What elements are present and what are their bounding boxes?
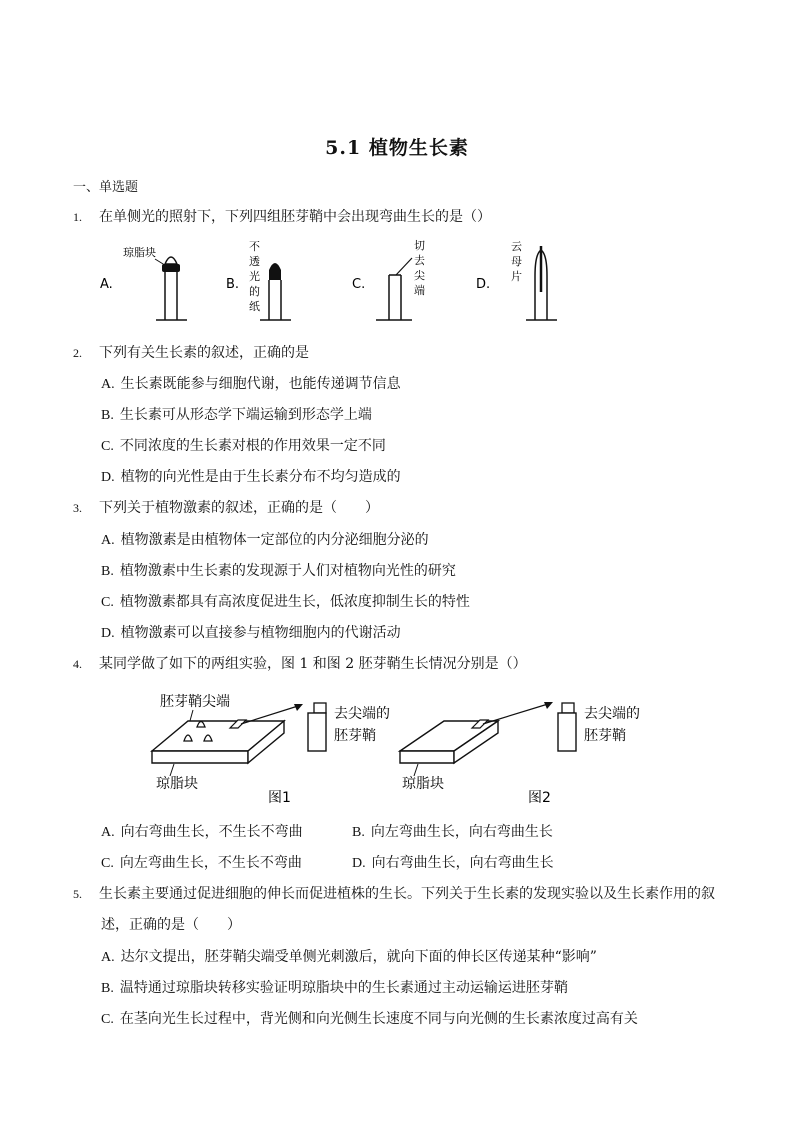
q5-option-a[interactable]: A. 达尔文提出，胚芽鞘尖端受单侧光刺激后，就向下面的伸长区传递某种“影响” xyxy=(101,949,597,965)
question-stem: 下列关于植物激素的叙述，正确的是（ ） xyxy=(99,500,379,516)
q3-option-d[interactable]: D. 植物激素可以直接参与植物细胞内的代谢活动 xyxy=(101,625,401,641)
opaque-paper-label-2: 透 xyxy=(249,255,260,268)
q4-option-a[interactable]: A. 向右弯曲生长，不生长不弯曲 xyxy=(101,824,303,840)
arrow xyxy=(483,704,548,724)
question-stem: 下列有关生长素的叙述，正确的是 xyxy=(99,345,309,361)
agar-on-coleoptile xyxy=(314,703,326,713)
q2-option-b[interactable]: B. 生长素可从形态学下端运输到形态学上端 xyxy=(101,407,372,423)
question-3 xyxy=(73,497,379,517)
agar-block-2-front xyxy=(400,751,454,763)
question-stem-line-2: 述，正确的是（ ） xyxy=(101,917,241,933)
opaque-paper-label-4: 的 xyxy=(249,285,260,298)
option-c-label: C. xyxy=(352,277,366,292)
mica-label-1: 云 xyxy=(511,240,522,253)
option-a-label: A. xyxy=(100,277,113,292)
q4-option-c[interactable]: C. 向左弯曲生长，不生长不弯曲 xyxy=(101,855,302,871)
coleoptile-tip xyxy=(165,257,177,264)
question-1-figure xyxy=(100,236,580,328)
question-stem-line-1: 生长素主要通过促进细胞的伸长而促进植株的生长。下列关于生长素的发现实验以及生长素作用的叙 xyxy=(99,886,715,902)
question-5 xyxy=(73,883,715,903)
question-2 xyxy=(73,342,309,362)
agar-label-1: 琼脂块 xyxy=(156,776,198,792)
agar-on-coleoptile xyxy=(562,703,574,713)
decapitated-label-1b: 胚芽鞘 xyxy=(334,728,376,744)
question-stem: 某同学做了如下的两组实验，图 1 和图 2 胚芽鞘生长情况分别是（） xyxy=(99,656,527,672)
q4-option-b[interactable]: B. 向左弯曲生长，向右弯曲生长 xyxy=(352,824,553,840)
decapitated-coleoptile xyxy=(558,713,576,751)
cut-tip-label-3: 尖 xyxy=(414,269,425,282)
question-number: 2. xyxy=(73,346,82,360)
decapitated-label-2b: 胚芽鞘 xyxy=(584,728,626,744)
tip-label: 胚芽鞘尖端 xyxy=(160,694,230,710)
q3-option-c[interactable]: C. 植物激素都具有高浓度促进生长，低浓度抑制生长的特性 xyxy=(101,594,470,610)
question-number: 4. xyxy=(73,657,82,671)
option-d-label: D. xyxy=(476,277,491,292)
q2-option-c[interactable]: C. 不同浓度的生长素对根的作用效果一定不同 xyxy=(101,438,386,454)
agar-experiment-diagram xyxy=(148,688,668,810)
q5-option-c[interactable]: C. 在茎向光生长过程中，背光侧和向光侧生长速度不同与向光侧的生长素浓度过高有关 xyxy=(101,1011,638,1027)
question-number: 1. xyxy=(73,210,82,224)
option-b-label: B. xyxy=(226,277,240,292)
figure-2-caption: 图2 xyxy=(528,790,551,806)
decapitated-label-2a: 去尖端的 xyxy=(584,706,640,722)
opaque-paper-label-1: 不 xyxy=(249,240,260,253)
arrow-head xyxy=(544,702,553,709)
question-stem: 在单侧光的照射下，下列四组胚芽鞘中会出现弯曲生长的是（） xyxy=(99,209,491,225)
label-pointer xyxy=(170,764,174,776)
q2-option-a[interactable]: A. 生长素既能参与细胞代谢，也能传递调节信息 xyxy=(101,376,401,392)
decapitated-label-1a: 去尖端的 xyxy=(334,706,390,722)
section-heading: 一、单选题 xyxy=(73,180,139,195)
question-4-figure xyxy=(148,688,668,810)
cut-tip-label-2: 去 xyxy=(414,254,425,267)
q3-option-a[interactable]: A. 植物激素是由植物体一定部位的内分泌细胞分泌的 xyxy=(101,532,429,548)
mica-label-3: 片 xyxy=(511,270,522,283)
agar-label-2: 琼脂块 xyxy=(402,776,444,792)
mica-label-2: 母 xyxy=(511,255,522,268)
q4-option-d[interactable]: D. 向右弯曲生长，向右弯曲生长 xyxy=(352,855,554,871)
agar-block-1-front xyxy=(152,751,248,763)
q3-option-b[interactable]: B. 植物激素中生长素的发现源于人们对植物向光性的研究 xyxy=(101,563,456,579)
agar-block-label: 琼脂块 xyxy=(123,246,156,259)
question-1 xyxy=(73,206,491,226)
opaque-cap xyxy=(269,263,281,280)
cut-tip-label-4: 端 xyxy=(414,284,425,297)
figure-1-caption: 图1 xyxy=(268,790,291,806)
q5-option-b[interactable]: B. 温特通过琼脂块转移实验证明琼脂块中的生长素通过主动运输运进胚芽鞘 xyxy=(101,980,568,996)
label-pointer xyxy=(396,258,412,275)
cut-tip-label-1: 切 xyxy=(414,239,425,252)
page-title: 5.1 植物生长素 xyxy=(325,137,469,159)
arrow-head xyxy=(294,704,303,711)
label-pointer xyxy=(414,764,418,776)
decapitated-coleoptile xyxy=(308,713,326,751)
question-4 xyxy=(73,653,527,673)
opaque-paper-label-5: 纸 xyxy=(249,300,260,313)
opaque-paper-label-3: 光 xyxy=(249,270,260,283)
question-number: 5. xyxy=(73,887,82,901)
agar-block xyxy=(162,264,180,272)
coleoptile-diagrams xyxy=(100,236,580,328)
question-number: 3. xyxy=(73,501,82,515)
q2-option-d[interactable]: D. 植物的向光性是由于生长素分布不均匀造成的 xyxy=(101,469,401,485)
